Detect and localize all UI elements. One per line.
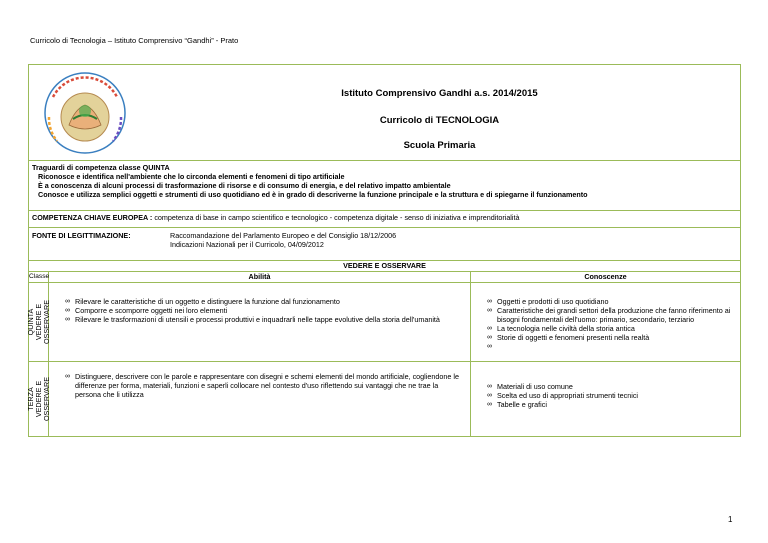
curriculum-table <box>25 64 741 437</box>
title-line-3: Scuola Primaria <box>403 140 476 151</box>
fonte-value <box>170 231 396 249</box>
list-item: ∞ Materiali di uso comune <box>471 382 736 391</box>
page-number: 1 <box>728 515 733 524</box>
list-item <box>471 342 736 351</box>
fonte-cell <box>29 228 741 261</box>
traguardi-cell <box>29 161 741 211</box>
title-line-2: Curricolo di TECNOLOGIA <box>379 115 500 126</box>
list-item: ∞ Comporre e scomporre oggetti nei loro elementi <box>49 306 466 315</box>
section-title: VEDERE E OSSERVARE <box>29 261 741 272</box>
fonte-label: FONTE DI LEGITTIMAZIONE: <box>32 231 131 240</box>
traguardi-item: È a conoscenza di alcuni processi di trasformazione di risorse e di consumo di energia, e del relativo impatto ambientale <box>38 181 451 190</box>
classe-cell <box>25 362 51 437</box>
list-item: ∞ Oggetti e prodotti di uso quotidiano <box>471 297 736 306</box>
column-header-classe: Classe <box>29 272 49 283</box>
title-line-1: Istituto Comprensivo Gandhi a.s. 2014/2015 <box>341 88 538 99</box>
school-logo <box>35 67 135 157</box>
list-item: ∞ Caratteristiche dei grandi settori della produzione che fanno riferimento ai bisogni fondamentali dell'uomo: primario, secondario, terziario <box>471 306 736 324</box>
traguardi-item: Conosce e utilizza semplici oggetti e strumenti di uso quotidiano ed è in grado di descriverne la funzione principale e la struttura e di spiegarne il funzionamento <box>38 190 588 199</box>
classe-label: QUINTA VEDERE E OSSERVARE <box>25 299 51 345</box>
column-header-conoscenze: Conoscenze <box>471 272 741 283</box>
classe-cell <box>25 283 51 362</box>
list-item: ∞ Distinguere, descrivere con le parole e rappresentare con disegni e schemi elementi del mondo artificiale, cogliendone le differenze per forma, materiali, funzioni e saperli collocare nel contesto d'uso riflettendo sui vantaggi che ne trae la persona che li utilizza <box>49 372 466 399</box>
list-item: ∞ Rilevare le caratteristiche di un oggetto e distinguere la funzione dal funzionamento <box>49 297 466 306</box>
competenza-cell <box>29 211 741 228</box>
list-item: ∞ Tabelle e grafici <box>471 400 736 409</box>
list-item: ∞ Rilevare le trasformazioni di utensili e processi produttivi e inquadrarli nelle tappe evolutive della storia dell'umanità <box>49 315 466 324</box>
list-item: ∞ Storie di oggetti e fenomeni presenti nella realtà <box>471 333 736 342</box>
list-item: ∞ Scelta ed uso di appropriati strumenti tecnici <box>471 391 736 400</box>
conoscenze-cell <box>471 283 741 362</box>
abilita-cell <box>49 283 471 362</box>
fonte-line-1: Raccomandazione del Parlamento Europeo e del Consiglio 18/12/2006 <box>170 231 397 240</box>
title-block <box>139 65 740 160</box>
fonte-line-2: Indicazioni Nazionali per il Curricolo, 04/09/2012 <box>170 240 324 249</box>
conoscenze-cell <box>471 362 741 437</box>
table-row <box>29 283 741 362</box>
page-header: Curricolo di Tecnologia – Istituto Comprensivo “Gandhi” - Prato <box>30 36 239 45</box>
abilita-cell <box>49 362 471 437</box>
table-row <box>29 362 741 437</box>
header-cell <box>29 65 741 161</box>
competenza-value: competenza di base in campo scientifico e tecnologico - competenza digitale - senso di iniziativa e imprenditorialità <box>152 213 520 222</box>
list-item: ∞ La tecnologia nelle civiltà della storia antica <box>471 324 736 333</box>
column-header-abilita: Abilità <box>49 272 471 283</box>
traguardi-heading: Traguardi di competenza classe QUINTA <box>32 163 170 172</box>
traguardi-item: Riconosce e identifica nell'ambiente che lo circonda elementi e fenomeni di tipo artificiale <box>38 172 345 181</box>
competenza-label: COMPETENZA CHIAVE EUROPEA : <box>32 213 153 222</box>
classe-label: TERZA VEDERE E OSSERVARE <box>25 376 51 422</box>
